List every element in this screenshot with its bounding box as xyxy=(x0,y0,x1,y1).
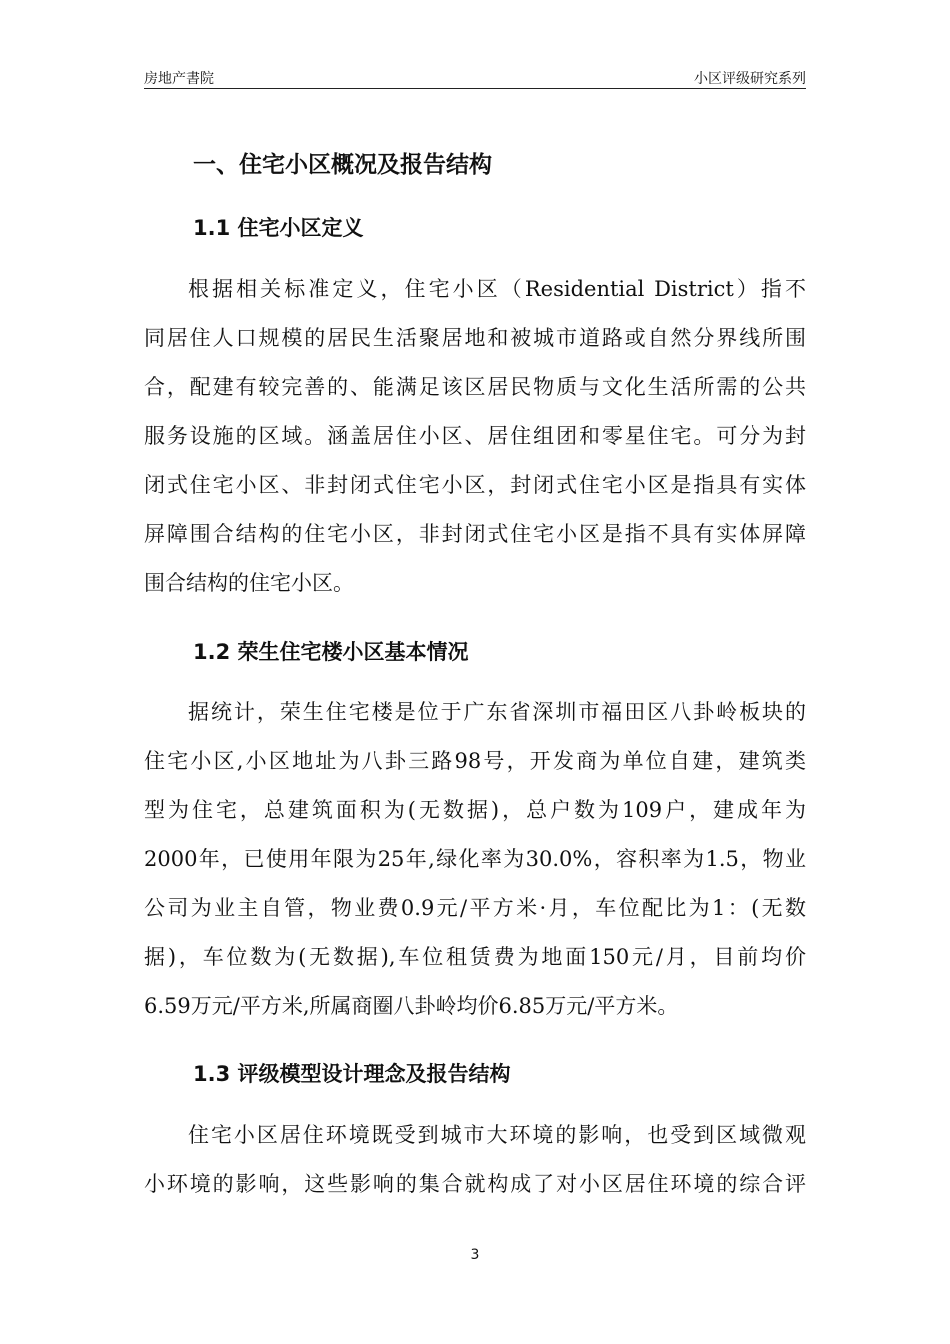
text-line: 根据相关标准定义，住宅小区（Residential District）指不 xyxy=(188,277,806,301)
text-line: 据)，车位数为(无数据),车位租赁费为地面150元/月，目前均价 xyxy=(144,945,806,969)
paragraph-model-design xyxy=(144,1111,806,1209)
text-line: 型为住宅，总建筑面积为(无数据)，总户数为109户，建成年为 xyxy=(144,798,806,822)
heading-1-2: 1.2 荣生住宅楼小区基本情况 xyxy=(193,640,469,664)
heading-1-3: 1.3 评级模型设计理念及报告结构 xyxy=(193,1062,511,1086)
paragraph-definition xyxy=(144,265,806,608)
text-line: 6.59万元/平方米,所属商圈八卦岭均价6.85万元/平方米。 xyxy=(144,994,679,1018)
text-line: 公司为业主自管，物业费0.9元/平方米·月，车位配比为1：(无数 xyxy=(144,896,806,920)
text-line: 2000年，已使用年限为25年,绿化率为30.0%，容积率为1.5，物业 xyxy=(144,847,806,871)
page-header xyxy=(144,66,806,89)
text-line: 住宅小区居住环境既受到城市大环境的影响，也受到区域微观 xyxy=(188,1123,806,1147)
text-line: 屏障围合结构的住宅小区，非封闭式住宅小区是指不具有实体屏障 xyxy=(144,522,806,546)
text-line: 小环境的影响，这些影响的集合就构成了对小区居住环境的综合评 xyxy=(144,1172,806,1196)
page-number: 3 xyxy=(470,1247,480,1263)
header-series-title: 小区评级研究系列 xyxy=(694,71,806,87)
section-title: 一、住宅小区概况及报告结构 xyxy=(193,152,492,178)
header-publisher: 房地产書院 xyxy=(144,71,214,87)
text-line: 合，配建有较完善的、能满足该区居民物质与文化生活所需的公共 xyxy=(144,375,806,399)
text-line: 住宅小区,小区地址为八卦三路98号，开发商为单位自建，建筑类 xyxy=(144,749,806,773)
text-line: 围合结构的住宅小区。 xyxy=(144,571,354,595)
text-line: 服务设施的区域。涵盖居住小区、居住组团和零星住宅。可分为封 xyxy=(144,424,806,448)
paragraph-basic-info xyxy=(144,688,806,1031)
text-line: 据统计，荣生住宅楼是位于广东省深圳市福田区八卦岭板块的 xyxy=(188,700,806,724)
text-line: 同居住人口规模的居民生活聚居地和被城市道路或自然分界线所围 xyxy=(144,326,806,350)
text-line: 闭式住宅小区、非封闭式住宅小区，封闭式住宅小区是指具有实体 xyxy=(144,473,806,497)
heading-1-1: 1.1 住宅小区定义 xyxy=(193,216,364,240)
